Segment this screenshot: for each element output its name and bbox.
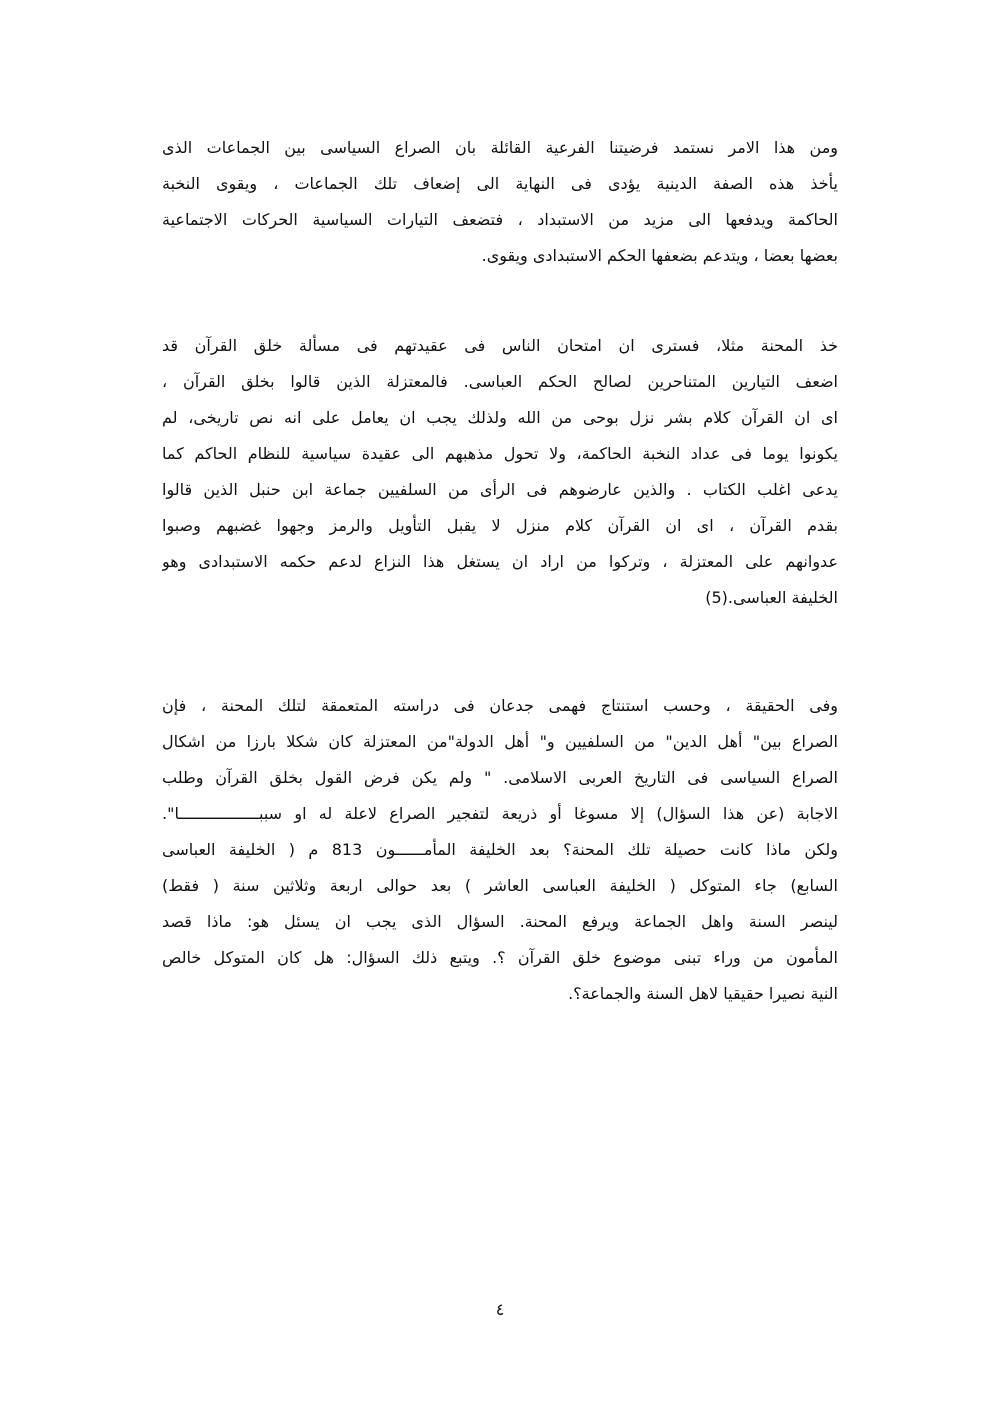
paragraph-line: اى ان القرآن كلام بشر نزل بوحى من الله ولذلك يجب ان يعامل على انه نص تاريخى، لم xyxy=(162,408,838,427)
paragraph-line: السابع) جاء المتوكل ( الخليفة العباسى العاشر ) بعد حوالى اربعة وثلاثين سنة ( فقط) xyxy=(162,876,838,895)
page-number: ٤ xyxy=(495,1300,505,1319)
paragraph-line: الصراع بين" أهل الدين" من السلفيين و" أهل الدولة"من المعتزلة كان شكلا بارزا من اشكال xyxy=(162,732,838,751)
paragraph-line: عدوانهم على المعتزلة ، وتركوا من اراد ان يستغل هذا النزاع لدعم حكمه الاستبدادى وهو xyxy=(162,552,838,571)
paragraph-line: لينصر السنة واهل الجماعة ويرفع المحنة. السؤال الذى يجب ان يسئل هو: ماذا قصد xyxy=(162,912,838,931)
paragraph-line: ولكن ماذا كانت حصيلة تلك المحنة؟ بعد الخليفة المأمــــــون 813 م ( الخليفة العباسى xyxy=(162,840,838,859)
paragraph-line: خذ المحنة مثلا، فسترى ان امتحان الناس فى عقيدتهم فى مسألة خلق القرآن قد xyxy=(162,336,838,355)
paragraph-3 xyxy=(162,688,838,1012)
paragraph-line: ومن هذا الامر نستمد فرضيتنا الفرعية القائلة بان الصراع السياسى بين الجماعات الذى xyxy=(162,138,838,157)
paragraph-line: الصراع السياسى فى التاريخ العربى الاسلامى. " ولم يكن فرض القول بخلق القرآن وطلب xyxy=(162,768,838,787)
paragraph-line: بقدم القرآن ، اى ان القرآن كلام منزل لا يقبل التأويل والرمز وجهوا غضبهم وصبوا xyxy=(162,516,838,535)
paragraph-2 xyxy=(162,328,838,616)
paragraph-line: الاجابة (عن هذا السؤال) إلا مسوغا أو ذريعة لتفجير الصراع لاعلة له او سببـــــــــــــــــا". xyxy=(162,804,838,823)
paragraph-line: وفى الحقيقة ، وحسب استنتاج فهمى جدعان فى دراسته المتعمقة لتلك المحنة ، فإن xyxy=(162,696,838,715)
paragraph-line: بعضها بعضا ، ويتدعم بضعفها الحكم الاستبدادى ويقوى. xyxy=(481,246,838,265)
paragraph-line: النية نصيرا حقيقيا لاهل السنة والجماعة؟. xyxy=(568,984,838,1003)
paragraph-line: يدعى اغلب الكتاب . والذين عارضوهم فى الرأى من السلفيين جماعة ابن حنبل الذين قالوا xyxy=(162,480,838,499)
paragraph-line: يأخذ هذه الصفة الدينية يؤدى فى النهاية الى إضعاف تلك الجماعات ، ويقوى النخبة xyxy=(162,174,838,193)
paragraph-line: اضعف التيارين المتناحرين لصالح الحكم العباسى. فالمعتزلة الذين قالوا بخلق القرآن ، xyxy=(162,372,838,391)
paragraph-1 xyxy=(162,130,838,274)
paragraph-line: يكونوا يوما فى عداد النخبة الحاكمة، ولا تحول مذهبهم الى عقيدة سياسية للنظام الحاكم كما xyxy=(162,444,838,463)
paragraph-line: الخليفة العباسى.(5) xyxy=(705,588,838,607)
paragraph-line: الحاكمة ويدفعها الى مزيد من الاستبداد ، فتضعف التيارات السياسية الحركات الاجتماعية xyxy=(162,210,838,229)
paragraph-line: المأمون من وراء تبنى موضوع خلق القرآن ؟. ويتبع ذلك السؤال: هل كان المتوكل خالص xyxy=(162,948,838,967)
